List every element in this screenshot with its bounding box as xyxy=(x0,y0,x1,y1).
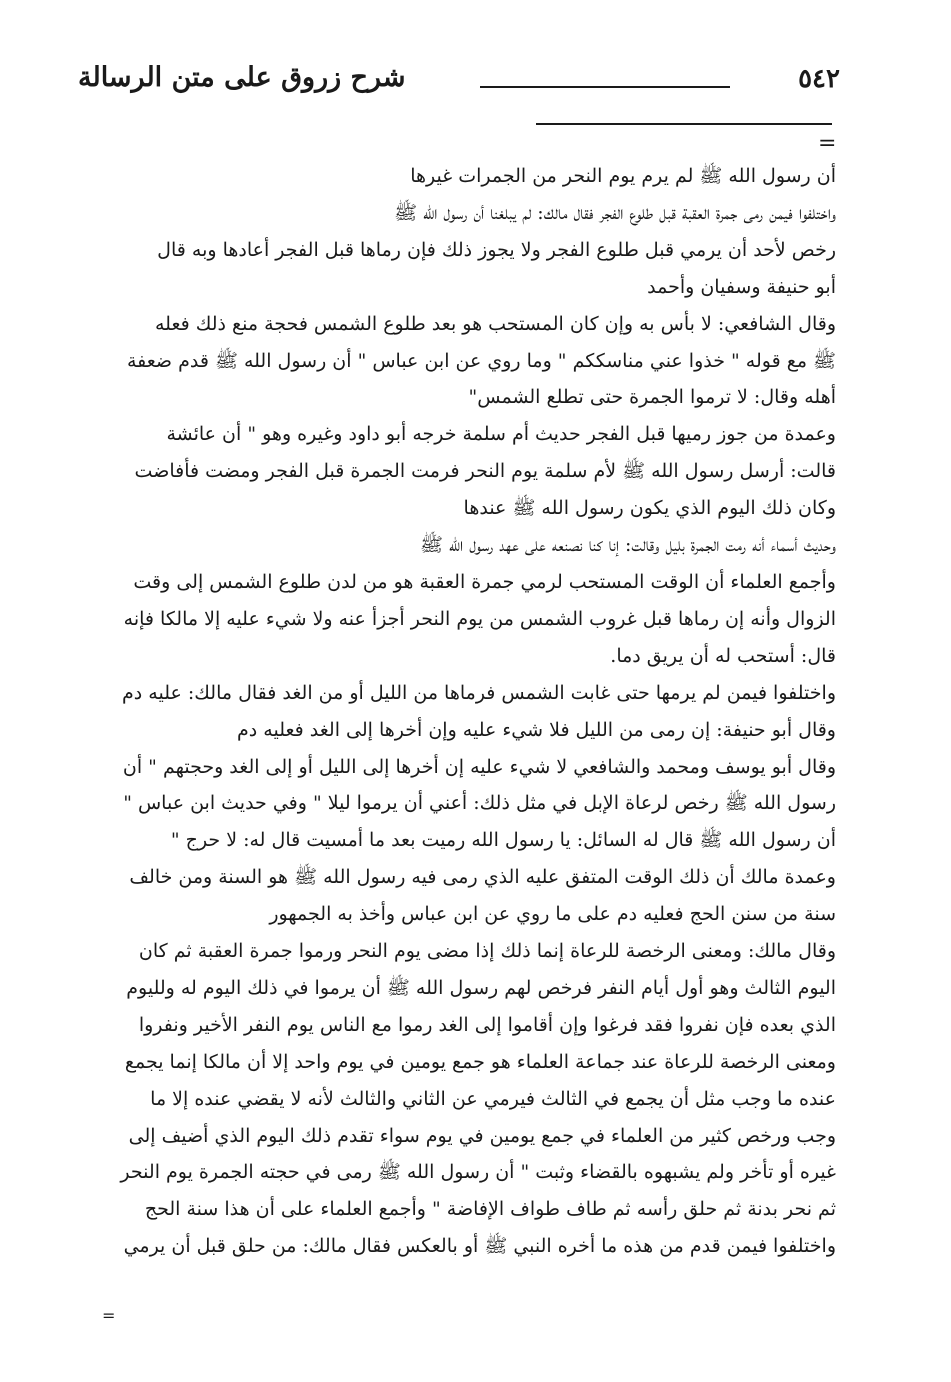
text-line: وقال مالك: ومعنى الرخصة للرعاة إنما ذلك إذا مضى يوم النحر ورموا جمرة العقبة ثم كان xyxy=(138,940,836,963)
text-line: أبو حنيفة وسفيان وأحمد xyxy=(647,275,836,298)
text-line: سنة من سنن الحج فعليه دم على ما روي عن ابن عباس وأخذ به الجمهور xyxy=(269,903,836,926)
text-line: وجب ورخص كثير من العلماء في جمع يومين في يوم سواء تقدم ذلك اليوم الذي أضيف إلى xyxy=(128,1124,836,1147)
text-line: اليوم الثالث وهو أول أيام النفر فرخص لهم رسول الله ﷺ أن يرموا في ذلك اليوم له ولليوم xyxy=(126,976,836,999)
text-line: عنده ما وجب مثل أن يجمع في الثالث فيرمي عن الثاني والثالث لأنه لا يقضي عنده إلا ما xyxy=(150,1087,836,1110)
text-line: ومعنى الرخصة للرعاة عند جماعة العلماء هو جمع يومين في يوم واحد إلا أن مالكا إنما يجمع xyxy=(124,1050,836,1073)
text-line: الذي بعده فإن نفروا فقد فرغوا وإن أقاموا إلى الغد رموا مع الناس يوم النفر الأخير ونفروا xyxy=(138,1013,836,1036)
text-line: أن رسول الله ﷺ لم يرم يوم النحر من الجمرات غيرها xyxy=(410,165,836,187)
text-line: واختلفوا فيمن لم يرمها حتى غابت الشمس فرماها من الليل أو من الغد فقال مالك: عليه دم xyxy=(122,681,836,704)
header-rule xyxy=(480,86,730,88)
text-line: وعمدة من جوز رميها قبل الفجر حديث أم سلمة خرجه أبو داود وغيره وهو " أن عائشة xyxy=(166,423,836,446)
book-title: شرح زروق على متن الرسالة xyxy=(78,62,406,93)
text-line: وأجمع العلماء أن الوقت المستحب لرمي جمرة العقبة هو من لدن طلوع الشمس إلى وقت xyxy=(133,570,836,593)
text-line: وكان ذلك اليوم الذي يكون رسول الله ﷺ عندها xyxy=(463,497,836,520)
text-line: قالت: أرسل رسول الله ﷺ لأم سلمة يوم النحر فرمت الجمرة قبل الفجر ومضت فأفاضت xyxy=(134,460,836,483)
text-line: واختلفوا فيمن قدم من هذه ما أخره النبي ﷺ أو بالعكس فقال مالك: من حلق قبل أن يرمي xyxy=(123,1235,836,1258)
text-line: وقال الشافعي: لا بأس به وإن كان المستحب هو بعد طلوع الشمس فحجة منع ذلك فعله xyxy=(154,312,836,335)
margin-mark: = xyxy=(818,131,837,156)
text-line: رخص لأحد أن يرمي قبل طلوع الفجر ولا يجوز ذلك فإن رماها قبل الفجر أعادها وبه قال xyxy=(157,238,836,261)
text-line: وقال أبو حنيفة: إن رمى من الليل فلا شيء عليه وإن أخرها إلى الغد فعليه دم xyxy=(237,718,836,741)
text-line: قال: أستحب له أن يريق دما. xyxy=(610,644,836,667)
text-line: غيره أو تأخر ولم يشبهوه بالقضاء وثبت " أن رسول الله ﷺ رمى في حجته الجمرة يوم النحر xyxy=(120,1161,836,1184)
text-line: أن رسول الله ﷺ قال له السائل: يا رسول الله رميت بعد ما أمسيت قال له: لا حرج " xyxy=(170,829,836,852)
text-line: رسول الله ﷺ رخص لرعاة الإبل في مثل ذلك: أعني أن يرموا ليلا " وفي حديث ابن عباس " xyxy=(123,792,836,815)
text-line: واختلفوا فيمن رمى جمرة العقبة قبل طلوع الفجر فقال مالك: لم يبلغنا أن رسول الله ﷺ xyxy=(394,201,836,224)
text-line: ثم نحر بدنة ثم حلق رأسه ثم طاف طواف الإفاضة " وأجمع العلماء على أن هذا سنة الحج xyxy=(144,1198,836,1221)
text-line: وحديث أسماء أنه رمت الجمرة بليل وقالت: إنا كنا نصنعه على عهد رسول الله ﷺ xyxy=(419,534,836,557)
text-line: أهله وقال: لا ترموا الجمرة حتى تطلع الشمس" xyxy=(468,386,836,409)
running-header xyxy=(78,60,840,108)
text-line: ﷺ مع قوله " خذوا عني مناسككم " وما روي عن ابن عباس " أن رسول الله ﷺ قدم ضعفة xyxy=(126,349,836,372)
text-line: وعمدة مالك أن ذلك الوقت المتفق عليه الذي رمى فيه رسول الله ﷺ هو السنة ومن خالف xyxy=(129,866,836,889)
page-number: ٥٤٢ xyxy=(798,64,840,94)
footer-mark: = xyxy=(102,1306,116,1325)
text-line: وقال أبو يوسف ومحمد والشافعي لا شيء عليه إن أخرها إلى الليل أو إلى الغد وحجتهم " أن xyxy=(122,755,836,778)
text-line: الزوال وأنه إن رماها قبل غروب الشمس من يوم النحر أجزأ عنه ولا شيء عليه إلا مالكا فإنه xyxy=(123,607,836,630)
header-underline xyxy=(536,123,832,125)
page-body xyxy=(100,158,836,1265)
